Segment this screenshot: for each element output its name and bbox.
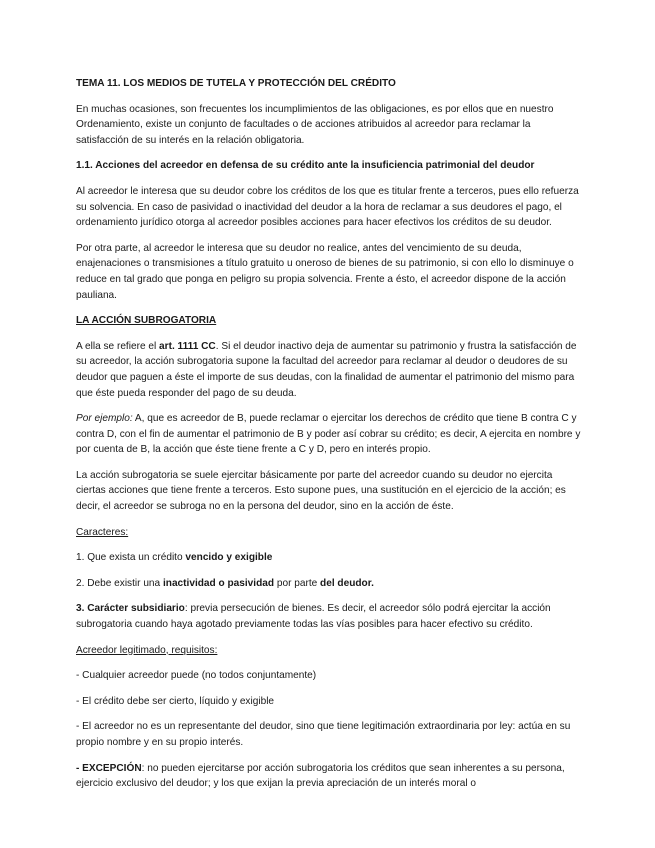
paragraph-1: Al acreedor le interesa que su deudor cobre los créditos de los que es titular frente a terceros, pues ello refuerza su solvencia. En caso de pasividad o inactividad del deudor a la hora de reclamar a sus deudores el pago, el ordenamiento jurídico otorga al acreedor posibles acciones para hacer efectivos los créditos de su deudor. <box>76 185 579 229</box>
characteristic-3: 3. Carácter subsidiario: previa persecución de bienes. Es decir, el acreedor sólo podrá ejercitar la acción subrogatoria cuando haya agotado previamente todas las vías posibles para hacer efectivo su crédito. <box>76 603 551 631</box>
heading-accion-subrogatoria: LA ACCIÓN SUBROGATORIA <box>76 315 217 327</box>
characteristic-1: 1. Que exista un crédito vencido y exigible <box>76 552 273 564</box>
paragraph-3: A ella se refiere el art. 1111 CC. Si el deudor inactivo deja de aumentar su patrimonio y frustra la satisfacción de su acreedor, la acción subrogatoria supone la facultad del acreedor para reclamar al deudor o deudores de su deudor que paguen a éste el importe de sus deudas, con la finalidad de aumentar el patrimonio del mismo para que éste pueda responder del pago de su deuda. <box>76 340 577 399</box>
requirement-2: - El crédito debe ser cierto, líquido y exigible <box>76 695 275 707</box>
heading-caracteres: Caracteres: <box>76 526 129 538</box>
requirement-3: - El acreedor no es un representante del deudor, sino que tiene legitimación extraordinaria por ley: actúa en su propio nombre y en su propio interés. <box>76 721 571 748</box>
article-reference: art. 1111 CC <box>159 340 216 352</box>
characteristic-2: 2. Debe existir una inactividad o pasividad por parte del deudor. <box>76 577 374 589</box>
requirement-exception: - EXCEPCIÓN: no pueden ejercitarse por acción subrogatoria los créditos que sean inherentes a su persona, ejercicio exclusivo del deudor; y los que exijan la previa apreciación de un interés moral o <box>76 762 565 790</box>
paragraph-example: Por ejemplo: A, que es acreedor de B, puede reclamar o ejercitar los derechos de crédito que tiene B contra C y contra D, con el fin de aumentar el patrimonio de B y poder así cobrar su crédito; es decir, A ejercita en nombre y por cuenta de B, la acción que éste tiene frente a C y D, pero en interés propio. <box>76 413 581 456</box>
example-label: Por ejemplo: <box>76 413 133 425</box>
paragraph-5: La acción subrogatoria se suele ejercitar básicamente por parte del acreedor cuando su deudor no ejercita ciertas acciones que tiene frente a terceros. Esto supone pues, una sustitución en el ejercicio de la acción; es decir, el acreedor se subroga no en la persona del deudor, sino en la acción de éste. <box>76 469 566 513</box>
paragraph-2: Por otra parte, al acreedor le interesa que su deudor no realice, antes del vencimiento de su deuda, enajenaciones o transmisiones a título gratuito u oneroso de bienes de su patrimonio, si con ello lo disminuye o reduce en tal grado que ponga en peligro su propia solvencia. Frente a ésto, el acreedor dispone de la acción pauliana. <box>76 242 574 301</box>
section-heading-1-1: 1.1. Acciones del acreedor en defensa de su crédito ante la insuficiencia patrimonial del deudor <box>76 160 535 172</box>
heading-acreedor-legitimado: Acreedor legitimado, requisitos: <box>76 644 218 656</box>
intro-paragraph: En muchas ocasiones, son frecuentes los incumplimientos de las obligaciones, es por ellos que en nuestro Ordenamiento, existe un conjunto de facultades o de acciones atribuidos al acreedor para reclamar la satisfacción de su interés en la relación obligatoria. <box>76 103 554 146</box>
document-title: TEMA 11. LOS MEDIOS DE TUTELA Y PROTECCIÓN DEL CRÉDITO <box>76 78 396 89</box>
requirement-1: - Cualquier acreedor puede (no todos conjuntamente) <box>76 670 317 682</box>
